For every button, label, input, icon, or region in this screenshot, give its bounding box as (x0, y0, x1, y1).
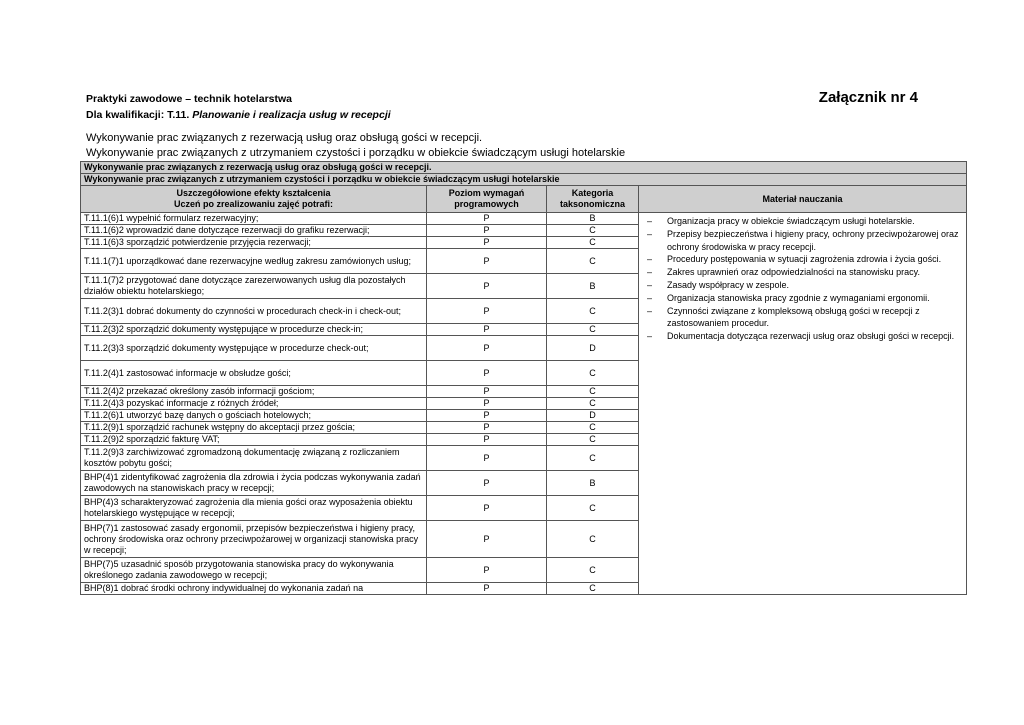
title-rest: – technik hotelarstwa (182, 93, 292, 105)
level-cell: P (427, 336, 547, 361)
title-bold: Praktyki zawodowe (86, 93, 183, 105)
header-material: Materiał nauczania (639, 186, 967, 213)
level-cell: P (427, 583, 547, 595)
category-cell: C (547, 249, 639, 274)
effect-cell: T.11.2(3)3 sporządzić dokumenty występujące w procedurze check-out; (81, 336, 427, 361)
qualification-name: Planowanie i realizacja usług w recepcji (192, 109, 391, 121)
category-cell: C (547, 225, 639, 237)
header-effects (81, 186, 427, 213)
level-cell: P (427, 299, 547, 324)
effect-cell: T.11.1(6)3 sporządzić potwierdzenie przyjęcia rezerwacji; (81, 237, 427, 249)
effect-cell: T.11.2(9)1 sporządzić rachunek wstępny do akceptacji przez gościa; (81, 422, 427, 434)
intro-line-2: Wykonywanie prac związanych z utrzymaniem czystości i porządku w obiekcie świadczącym usługi hotelarskie (86, 147, 626, 159)
level-cell: P (427, 237, 547, 249)
material-item: – Organizacja pracy w obiekcie świadczącym usługi hotelarskie. (643, 215, 962, 228)
document-title (86, 93, 292, 105)
material-item: – Czynności związane z kompleksową obsługą gości w recepcji z zastosowaniem procedur. (643, 305, 962, 331)
header-category-line1: Kategoria (571, 188, 614, 198)
level-cell: P (427, 274, 547, 299)
category-cell: C (547, 386, 639, 398)
material-item: – Organizacja stanowiska pracy zgodnie z wymaganiami ergonomii. (643, 292, 962, 305)
category-cell: B (547, 213, 639, 225)
effect-cell: BHP(8)1 dobrać środki ochrony indywidualnej do wykonania zadań na (81, 583, 427, 595)
level-cell: P (427, 398, 547, 410)
effect-cell: T.11.2(4)1 zastosować informacje w obsłudze gości; (81, 361, 427, 386)
material-item: – Procedury postępowania w sytuacji zagrożenia zdrowia i życia gości. (643, 253, 962, 266)
level-cell: P (427, 386, 547, 398)
category-cell: C (547, 496, 639, 521)
level-cell: P (427, 213, 547, 225)
category-cell: B (547, 274, 639, 299)
header-effects-line2: Uczeń po zrealizowaniu zajęć potrafi: (173, 199, 334, 209)
level-cell: P (427, 434, 547, 446)
level-cell: P (427, 410, 547, 422)
material-item: – Przepisy bezpieczeństwa i higieny pracy, ochrony przeciwpożarowej oraz ochrony środowiska w pracy recepcji. (643, 228, 962, 254)
category-cell: C (547, 422, 639, 434)
level-cell: P (427, 496, 547, 521)
material-item: – Dokumentacja dotycząca rezerwacji usług oraz obsługi gości w recepcji. (643, 330, 962, 343)
qualification-prefix: Dla kwalifikacji: T.11. (86, 109, 193, 121)
level-cell: P (427, 249, 547, 274)
effect-cell: T.11.2(9)3 zarchiwizować zgromadzoną dokumentację związaną z rozliczaniem kosztów pobytu gości; (81, 446, 427, 471)
effect-cell: T.11.2(9)2 sporządzić fakturę VAT; (81, 434, 427, 446)
category-cell: D (547, 410, 639, 422)
effect-cell: T.11.2(3)1 dobrać dokumenty do czynności w procedurach check-in i check-out; (81, 299, 427, 324)
level-cell: P (427, 446, 547, 471)
effect-cell: T.11.1(7)1 uporządkować dane rezerwacyjne według zakresu zamówionych usług; (81, 249, 427, 274)
material-item: – Zakres uprawnień oraz odpowiedzialności na stanowisku pracy. (643, 266, 962, 279)
category-cell: C (547, 446, 639, 471)
level-cell: P (427, 521, 547, 558)
level-cell: P (427, 558, 547, 583)
qualification-line (86, 109, 391, 121)
level-cell: P (427, 422, 547, 434)
effect-cell: T.11.2(3)2 sporządzić dokumenty występujące w procedurze check-in; (81, 324, 427, 336)
header-level-line2: programowych (454, 199, 519, 209)
category-cell: C (547, 237, 639, 249)
level-cell: P (427, 225, 547, 237)
header-level (427, 186, 547, 213)
effect-cell: T.11.1(6)2 wprowadzić dane dotyczące rezerwacji do grafiku rezerwacji; (81, 225, 427, 237)
category-cell: C (547, 583, 639, 595)
category-cell: C (547, 558, 639, 583)
category-cell: C (547, 521, 639, 558)
effect-cell: T.11.1(7)2 przygotować dane dotyczące zarezerwowanych usług dla pozostałych działów obiektu hotelarskiego; (81, 274, 427, 299)
header-effects-line1: Uszczegółowione efekty kształcenia (176, 188, 331, 198)
table-row (81, 213, 967, 225)
intro-line-1: Wykonywanie prac związanych z rezerwacją usług oraz obsługą gości w recepcji. (86, 132, 483, 144)
material-cell (639, 213, 967, 595)
level-cell: P (427, 324, 547, 336)
category-cell: C (547, 361, 639, 386)
effect-cell: BHP(4)1 zidentyfikować zagrożenia dla zdrowia i życia podczas wykonywania zadań zawodowych na stanowiskach pracy w recepcji; (81, 471, 427, 496)
level-cell: P (427, 471, 547, 496)
header-category (547, 186, 639, 213)
category-cell: C (547, 299, 639, 324)
material-list (643, 215, 962, 343)
header-category-line2: taksonomiczna (559, 199, 626, 209)
category-cell: C (547, 434, 639, 446)
level-cell: P (427, 361, 547, 386)
effect-cell: T.11.2(4)3 pozyskać informacje z różnych źródeł; (81, 398, 427, 410)
header-level-line1: Poziom wymagań (448, 188, 525, 198)
category-cell: C (547, 398, 639, 410)
effect-cell: BHP(7)1 zastosować zasady ergonomii, przepisów bezpieczeństwa i higieny pracy, ochrony środowiska oraz ochrony przeciwpożarowej w organizacji stanowiska pracy w recepcji; (81, 521, 427, 558)
effect-cell: BHP(4)3 scharakteryzować zagrożenia dla mienia gości oraz wyposażenia obiektu hotelarskiego występujące w recepcji; (81, 496, 427, 521)
effect-cell: T.11.1(6)1 wypełnić formularz rezerwacyjny; (81, 213, 427, 225)
category-cell: C (547, 324, 639, 336)
category-cell: D (547, 336, 639, 361)
material-item: – Zasady współpracy w zespole. (643, 279, 962, 292)
effect-cell: BHP(7)5 uzasadnić sposób przygotowania stanowiska pracy do wykonywania określonego zadania zawodowego w recepcji; (81, 558, 427, 583)
curriculum-table (80, 161, 967, 595)
annex-label: Załącznik nr 4 (818, 89, 918, 106)
category-cell: B (547, 471, 639, 496)
effect-cell: T.11.2(6)1 utworzyć bazę danych o gościach hotelowych; (81, 410, 427, 422)
table-banner-2: Wykonywanie prac związanych z utrzymaniem czystości i porządku w obiekcie świadczącym usługi hotelarskie (81, 174, 967, 186)
effect-cell: T.11.2(4)2 przekazać określony zasób informacji gościom; (81, 386, 427, 398)
table-banner-1: Wykonywanie prac związanych z rezerwacją usług oraz obsługą gości w recepcji. (81, 162, 967, 174)
